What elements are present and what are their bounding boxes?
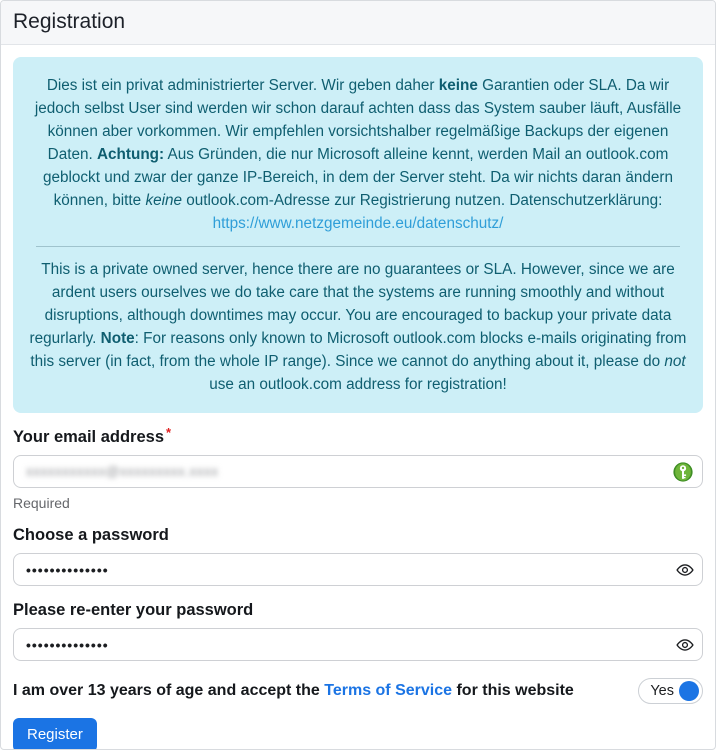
email-redacted-value: xxxxxxxxxxx@xxxxxxxxx.xxxx [26,464,219,479]
notice-text: This is a private owned server, hence there are no guarantees or SLA. However, since we are ardent users ourselves we do take care that the systems are running smoothly and without disruptions, although downtimes may occur. You are encouraged to backup your private data regurlarly. [29,261,675,347]
email-label-text: Your email address [13,428,165,446]
email-label [13,425,172,447]
notice-text-italic: not [664,353,686,370]
toggle-knob [679,681,699,701]
password-confirm-group [13,601,703,661]
notice-text: use an outlook.com address for registration! [209,376,507,393]
password-confirm-input[interactable] [13,628,703,661]
notice-text: : For reasons only known to Microsoft outlook.com blocks e-mails originating from this server (in fact, from the whole IP range). Since we cannot do anything about it, please do [30,330,687,370]
agreement-text-after: for this website [452,682,574,699]
password-confirm-label: Please re-enter your password [13,601,254,619]
page-title: Registration [13,10,126,33]
card-header [1,1,715,45]
agreement-row [13,678,703,704]
notice-text: Aus Gründen, die nur Microsoft alleine kennt, werden Mail an outlook.com geblockt und zwar der ganze IP-Bereich, in dem der Server steht. Da wir nichts daran ändern können, bitte [42,146,674,209]
notice-text: Dies ist ein privat administrierter Server. Wir geben daher [46,77,439,94]
password-label: Choose a password [13,526,169,544]
terms-of-service-link[interactable]: Terms of Service [324,682,453,699]
age-consent-toggle[interactable] [638,678,703,704]
password-confirm-input-wrap [13,628,703,661]
agreement-text-before: I am over 13 years of age and accept the [13,682,325,699]
notice-text-italic: keine [145,192,183,209]
eye-icon[interactable] [676,561,694,579]
required-asterisk: * [166,425,172,440]
password-input-wrap [13,553,703,586]
email-helper-text: Required [13,495,70,511]
password-input[interactable] [13,553,703,586]
agreement-text [13,682,574,700]
eye-icon[interactable] [676,636,694,654]
card-body [1,45,715,750]
keepassxc-key-icon[interactable] [672,461,694,483]
notice-german [28,74,688,235]
notice-text-bold: keine [438,77,478,94]
email-input[interactable] [13,455,703,488]
email-group [13,425,703,511]
notice-divider [36,246,680,247]
toggle-label: Yes [650,683,674,699]
email-input-wrap [13,455,703,488]
notice-english [28,258,688,396]
notice-text: outlook.com-Adresse zur Registrierung nutzen. Datenschutzerklärung: [182,192,663,209]
datenschutz-link[interactable]: https://www.netzgemeinde.eu/datenschutz/ [212,215,504,232]
server-notice-box [13,57,703,413]
notice-text-bold: Note [100,330,135,347]
register-button[interactable]: Register [13,718,97,750]
notice-text: Garantien oder SLA. Da wir jedoch selbst User sind werden wir schon darauf achten dass das System sauber läuft, Ausfälle können aber vorkommen. Wir empfehlen vorsichtshalber regelmäßige Backups der eigenen Daten. [34,77,682,163]
password-group [13,526,703,586]
notice-text-bold: Achtung: [96,146,165,163]
